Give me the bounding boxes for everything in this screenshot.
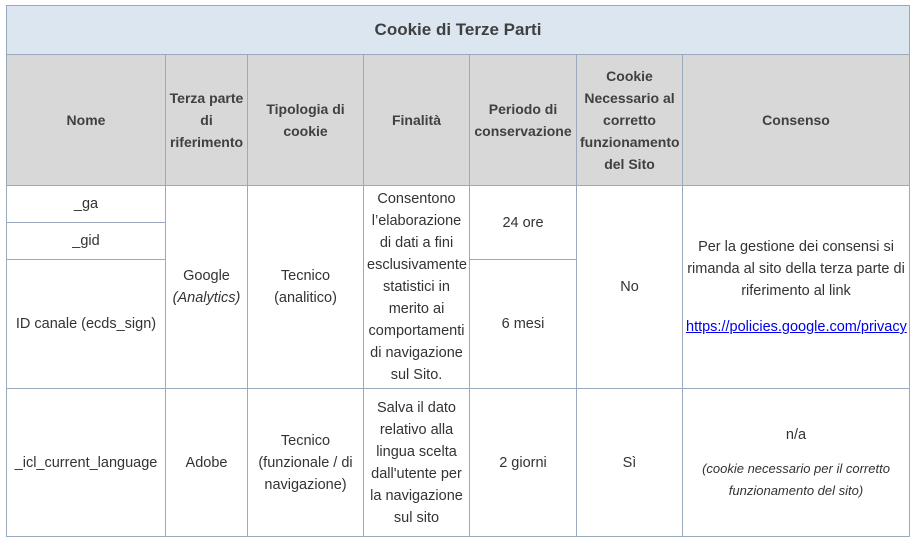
- cookie-type-adobe: Tecnico (funzionale / di navigazione): [248, 389, 364, 537]
- purpose-adobe: Salva il dato relativo alla lingua scelta dall'utente per la navigazione sul sito: [364, 389, 470, 537]
- table-row: [7, 389, 910, 537]
- header-nome: Nome: [7, 55, 166, 186]
- third-party-google: [166, 186, 248, 389]
- cookie-name-ecds: ID canale (ecds_sign): [7, 260, 166, 389]
- cookie-name-icl: _icl_current_language: [7, 389, 166, 537]
- header-terza-parte: Terza parte di riferimento: [166, 55, 248, 186]
- consent-adobe: [683, 389, 910, 537]
- retention-24h: 24 ore: [470, 186, 577, 260]
- consent-note: (cookie necessario per il corretto funzionamento del sito): [702, 460, 890, 498]
- necessary-adobe: Sì: [577, 389, 683, 537]
- header-consenso: Consenso: [683, 55, 910, 186]
- cookie-name-ga: _ga: [7, 186, 166, 223]
- consent-text: Per la gestione dei consensi si rimanda al sito della terza parte di riferimento al link: [687, 239, 905, 299]
- consent-google: [683, 186, 910, 389]
- cookie-table: [6, 5, 910, 537]
- privacy-policy-link[interactable]: https://policies.google.com/privacy: [686, 319, 907, 335]
- retention-adobe: 2 giorni: [470, 389, 577, 537]
- table-title: Cookie di Terze Parti: [7, 6, 910, 55]
- purpose-google: Consentono l’elaborazione di dati a fini esclusivamente statistici in merito ai comportamenti di navigazione sul Sito.: [364, 186, 470, 389]
- header-finalita: Finalità: [364, 55, 470, 186]
- necessary-google: No: [577, 186, 683, 389]
- consent-na: n/a: [785, 426, 807, 443]
- third-party-product: (Analytics): [172, 290, 241, 306]
- header-necessario: Cookie Necessario al corretto funzionamento del Sito: [577, 55, 683, 186]
- retention-6m: 6 mesi: [470, 260, 577, 389]
- cookie-name-gid: _gid: [7, 223, 166, 260]
- cookie-type-google: Tecnico (analitico): [248, 186, 364, 389]
- header-tipologia: Tipologia di cookie: [248, 55, 364, 186]
- third-party-adobe: Adobe: [166, 389, 248, 537]
- third-party-name: Google: [183, 268, 230, 284]
- table-row: [7, 186, 910, 223]
- header-periodo: Periodo di conservazione: [470, 55, 577, 186]
